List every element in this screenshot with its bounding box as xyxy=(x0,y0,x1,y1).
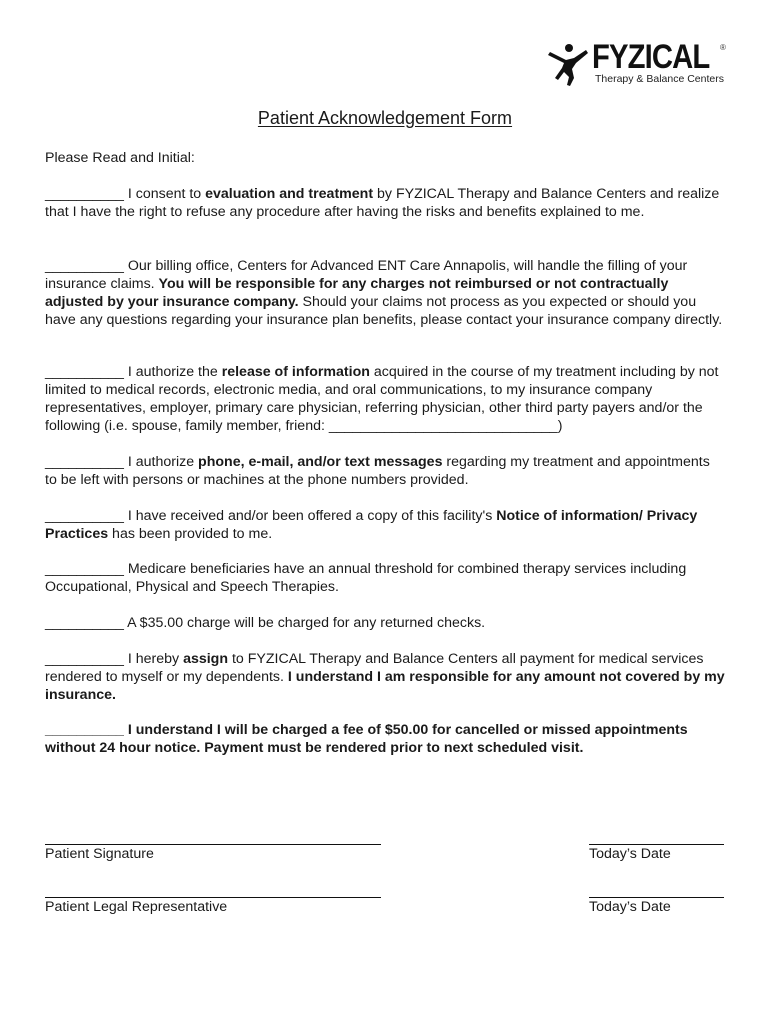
fyzical-logo xyxy=(544,40,734,90)
legal-representative-label: Patient Legal Representative xyxy=(45,899,228,915)
logo-brand: FYZICAL xyxy=(592,38,710,76)
intro-text: Please Read and Initial: xyxy=(45,150,195,166)
acknowledgement-item-consent: __________ I consent to evaluation and treatment by FYZICAL Therapy and Balance Centers and realize that I have the right to refuse any procedure after having the risks and benefits explained to me. xyxy=(45,186,720,220)
initial-blank[interactable]: __________ xyxy=(45,258,124,274)
initial-blank[interactable]: __________ xyxy=(45,561,124,577)
acknowledgement-item-privacy-notice: __________ I have received and/or been offered a copy of this facility's Notice of information/ Privacy Practices has been provided to me. xyxy=(45,508,698,542)
initial-blank[interactable]: __________ xyxy=(45,508,124,524)
acknowledgement-item-assignment: __________ I hereby assign to FYZICAL Therapy and Balance Centers all payment for medical services rendered to myself or my dependents. I understand I am responsible for any amount not covered by my insurance. xyxy=(45,651,725,703)
initial-blank[interactable]: __________ xyxy=(45,364,124,380)
date-line-1[interactable] xyxy=(589,844,724,845)
date-line-2[interactable] xyxy=(589,897,724,898)
acknowledgement-item-medicare: __________ Medicare beneficiaries have an annual threshold for combined therapy services including Occupational, Physical and Speech Therapies. xyxy=(45,561,687,595)
patient-signature-line[interactable] xyxy=(45,844,381,845)
logo-tagline: Therapy & Balance Centers xyxy=(595,73,724,85)
acknowledgement-item-cancellation-fee: __________ I understand I will be charged a fee of $50.00 for cancelled or missed appointments without 24 hour notice. Payment must be rendered prior to next scheduled visit. xyxy=(45,722,688,756)
fyzical-figure-icon xyxy=(544,42,590,88)
initial-blank[interactable]: __________ xyxy=(45,186,124,202)
legal-representative-line[interactable] xyxy=(45,897,381,898)
todays-date-label-2: Today’s Date xyxy=(589,899,671,915)
logo-registered-mark: ® xyxy=(720,43,726,52)
initial-blank[interactable]: __________ xyxy=(45,454,124,470)
acknowledgement-item-returned-checks: __________ A $35.00 charge will be charged for any returned checks. xyxy=(45,615,486,631)
acknowledgement-item-messages: __________ I authorize phone, e-mail, and/or text messages regarding my treatment and appointments to be left with persons or machines at the phone numbers provided. xyxy=(45,454,710,488)
acknowledgement-item-release-of-information: __________ I authorize the release of information acquired in the course of my treatment including by not limited to medical records, electronic media, and oral communications, to my insurance company representatives, employer, primary care physician, referring physician, other third party payers and/or the following (i.e. spouse, family member, friend: _____________________________) xyxy=(45,364,719,434)
acknowledgement-item-billing: __________ Our billing office, Centers for Advanced ENT Care Annapolis, will handle the filling of your insurance claims. You will be responsible for any charges not reimbursed or not contractually adjusted by your insurance company. Should your claims not process as you expected or should you have any questions regarding your insurance plan benefits, please contact your insurance company directly. xyxy=(45,258,723,328)
initial-blank[interactable]: __________ xyxy=(45,722,124,738)
initial-blank[interactable]: __________ xyxy=(45,615,124,631)
todays-date-label-1: Today’s Date xyxy=(589,846,671,862)
page-title: Patient Acknowledgement Form xyxy=(257,108,513,128)
patient-signature-label: Patient Signature xyxy=(45,846,154,862)
initial-blank[interactable]: __________ xyxy=(45,651,124,667)
